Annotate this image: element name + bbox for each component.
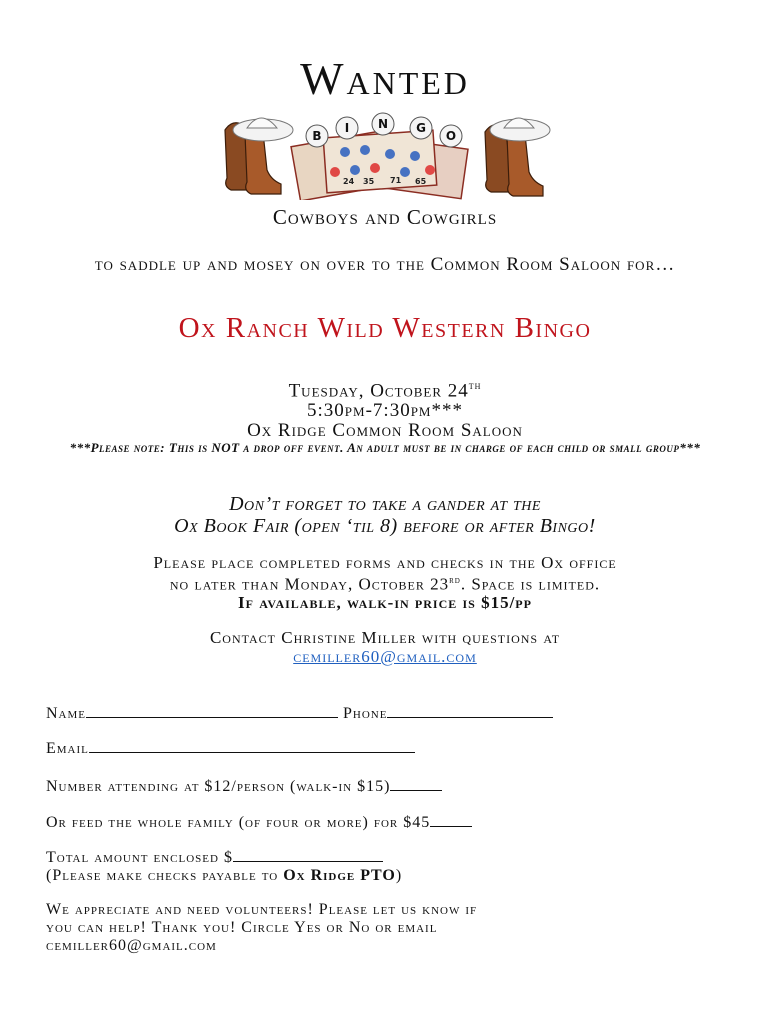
attending-label: Number attending at $12/person (walk-in $15) — [46, 778, 391, 795]
payable-to-name: Ox Ridge PTO — [283, 867, 396, 884]
name-phone-row — [46, 703, 736, 723]
bingo-ball-letter: B — [312, 129, 322, 143]
email-row — [46, 738, 736, 758]
email-label: Email — [46, 740, 89, 757]
space-limited-text: . Space is limited. — [460, 574, 601, 594]
card-number: 35 — [363, 177, 375, 186]
event-date-suffix: th — [468, 380, 482, 392]
name-field[interactable] — [86, 703, 338, 718]
volunteer-line-1: We appreciate and need volunteers! Please let us know if — [46, 901, 478, 918]
walk-in-price: If available, walk-in price is $15/pp — [238, 592, 532, 612]
event-date-text: Tuesday, October 24 — [288, 380, 469, 402]
family-field[interactable] — [430, 812, 472, 827]
name-label: Name — [46, 705, 86, 722]
volunteer-email: cemiller60@gmail.com — [46, 937, 217, 954]
event-time: 5:30pm-7:30pm*** — [307, 400, 463, 422]
boots-hat-right-icon — [485, 118, 550, 196]
event-name: Ox Ranch Wild Western Bingo — [178, 312, 592, 344]
deadline-suffix: rd — [449, 575, 461, 586]
event-details — [0, 376, 770, 441]
bingo-ball-letter: I — [344, 121, 350, 135]
invitation-text: to saddle up and mosey on over to the Common Room Saloon for… — [94, 254, 676, 275]
bingo-ball-letter: O — [445, 129, 457, 143]
attending-row — [46, 776, 736, 796]
submission-instructions — [30, 554, 740, 612]
payable-text: (Please make checks payable to — [46, 867, 284, 884]
bingo-cowboy-illustration — [215, 110, 555, 200]
total-label: Total amount enclosed $ — [46, 849, 233, 866]
contact-email-link[interactable]: cemiller60@gmail.com — [293, 647, 477, 666]
email-field[interactable] — [89, 738, 415, 753]
phone-field[interactable] — [387, 703, 553, 718]
bingo-ball-letter: N — [377, 117, 389, 131]
book-fair-line-1: Don’t forget to take a gander at the — [229, 493, 541, 515]
payable-note — [46, 867, 736, 885]
instructions-line-1: Please place completed forms and checks in the Ox office — [153, 553, 617, 572]
contact-info — [0, 628, 770, 666]
boots-hat-left-icon — [225, 118, 293, 194]
event-location: Ox Ridge Common Room Saloon — [247, 420, 523, 442]
book-fair-reminder — [0, 493, 770, 537]
card-number: 24 — [343, 177, 355, 186]
phone-label: Phone — [343, 705, 388, 722]
audience-heading: Cowboys and Cowgirls — [272, 205, 498, 229]
deadline-text: no later than Monday, October 23 — [169, 574, 450, 594]
contact-text: Contact Christine Miller with questions at — [209, 628, 561, 647]
card-number: 65 — [415, 177, 427, 186]
volunteer-line-2: you can help! Thank you! Circle Yes or No or email — [46, 919, 438, 936]
family-label: Or feed the whole family (of four or more) for $45 — [46, 814, 431, 831]
event-date — [0, 376, 770, 401]
instructions-line-2 — [30, 572, 740, 594]
card-number: 71 — [390, 176, 402, 185]
bingo-ball-letter: G — [416, 121, 426, 135]
attending-field[interactable] — [390, 776, 442, 791]
total-row — [46, 847, 736, 885]
total-field[interactable] — [233, 847, 383, 862]
payable-close: ) — [395, 867, 403, 884]
page-title: Wanted — [300, 53, 470, 104]
book-fair-line-2: Ox Book Fair (open ‘til 8) before or after Bingo! — [174, 515, 596, 537]
volunteer-note — [46, 901, 736, 955]
family-row — [46, 812, 736, 832]
event-note: ***Please note: This is NOT a drop off event. An adult must be in charge of each child or small group*** — [69, 440, 701, 455]
